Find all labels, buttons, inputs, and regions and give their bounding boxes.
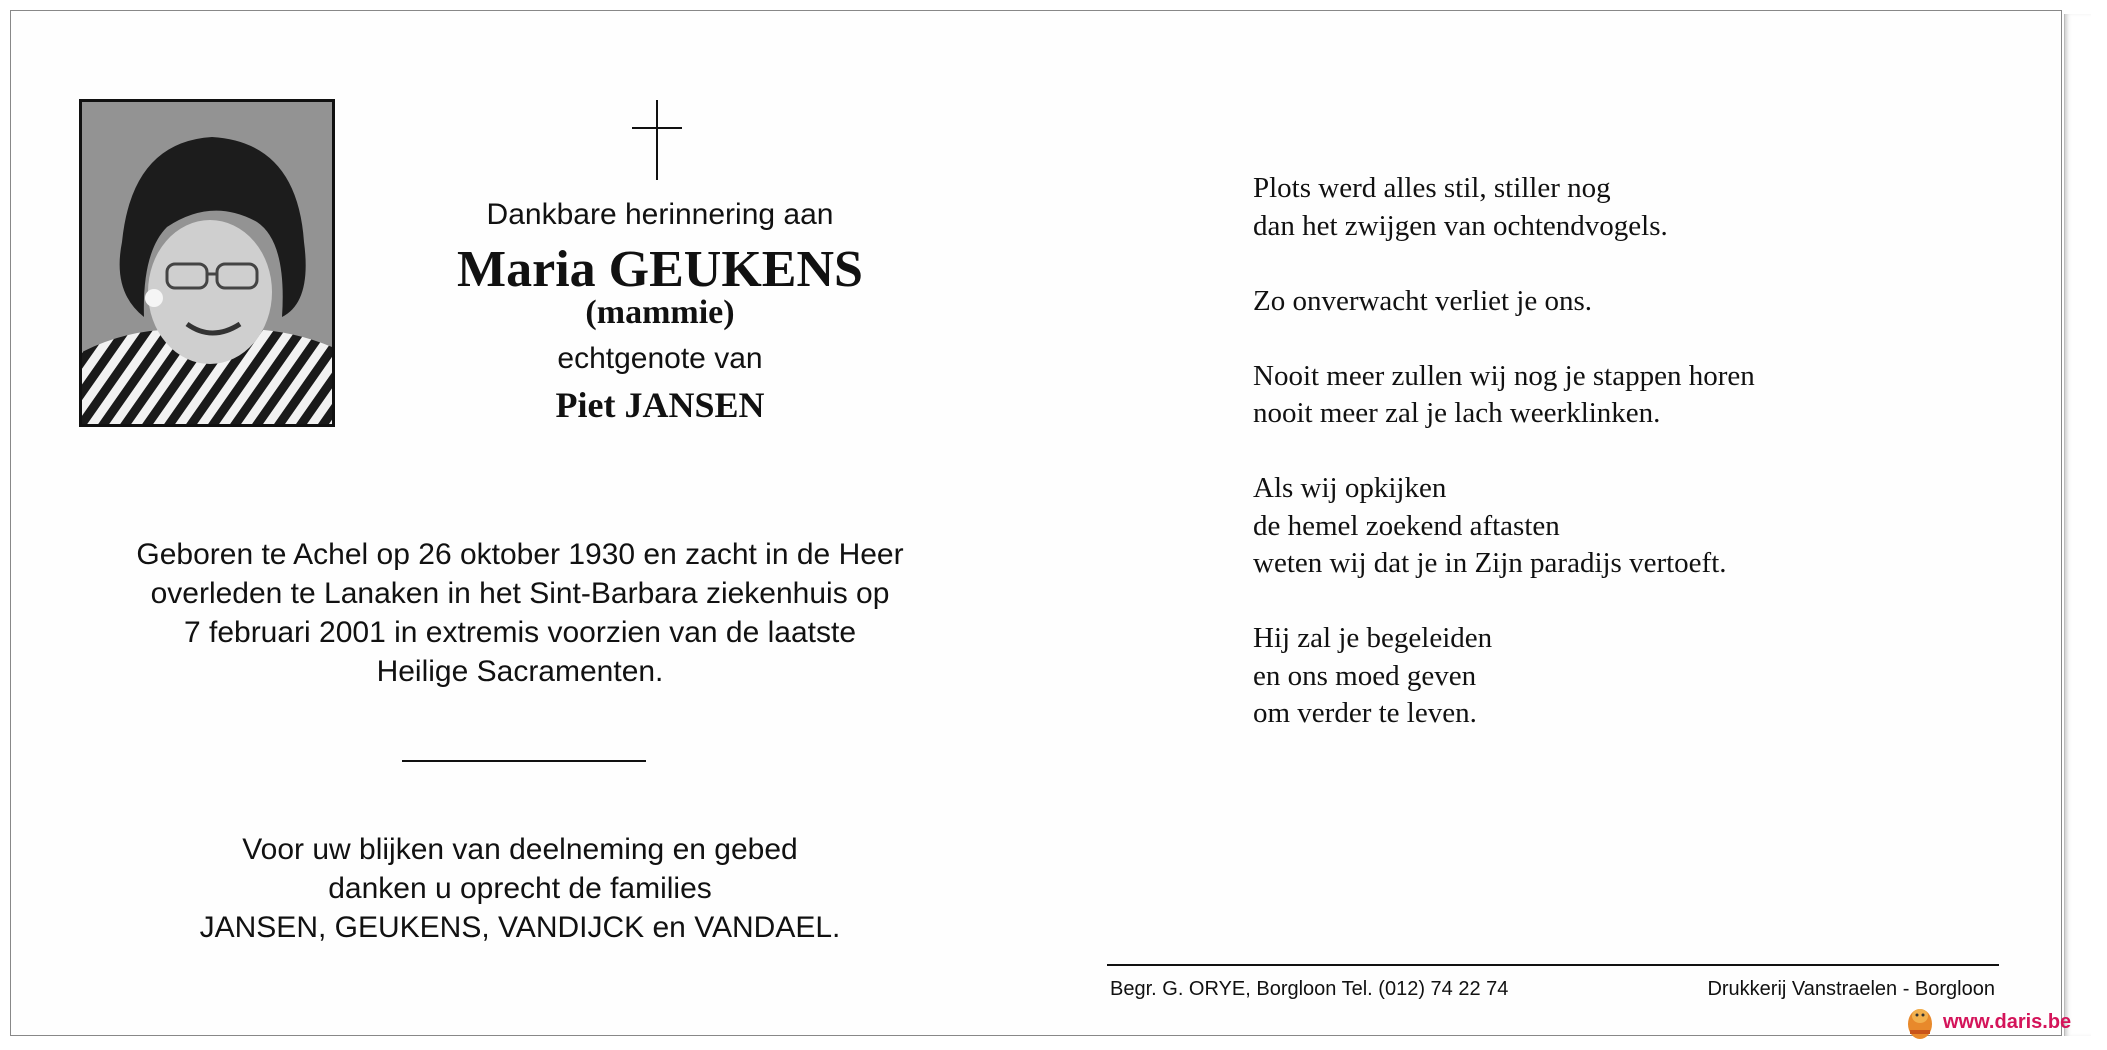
nickname: (mammie) <box>585 294 735 331</box>
poem-stanza <box>1253 170 2003 245</box>
daris-logo-icon <box>1905 1002 1935 1042</box>
thanks-line: Voor uw blijken van deelneming en gebed <box>242 833 798 866</box>
poem-stanza <box>1253 620 2003 733</box>
poem-stanza <box>1253 283 2003 321</box>
deceased-name: Maria GEUKENS <box>457 241 863 298</box>
poem-line: en ons moed geven <box>1253 659 1477 692</box>
printer-credit: Drukkerij Vanstraelen - Borgloon <box>1707 978 1995 1000</box>
poem-line: de hemel zoekend aftasten <box>1253 509 1560 542</box>
thanks-line: JANSEN, GEUKENS, VANDIJCK en VANDAEL. <box>199 911 841 944</box>
undertaker-credit: Begr. G. ORYE, Borgloon Tel. (012) 74 22 74 <box>1110 978 1509 1000</box>
thanks-line: danken u oprecht de families <box>328 872 712 905</box>
bio-line: Heilige Sacramenten. <box>376 655 664 688</box>
watermark[interactable] <box>1905 1002 2071 1042</box>
divider <box>402 760 646 762</box>
bio-line: 7 februari 2001 in extremis voorzien van de laatste <box>183 616 857 649</box>
poem-line: nooit meer zal je lach weerklinken. <box>1253 397 1661 429</box>
poem-line: Zo onverwacht verliet je ons. <box>1253 284 1593 317</box>
thanks-text <box>90 830 950 947</box>
poem-line: dan het zwijgen van ochtendvogels. <box>1253 209 1668 242</box>
poem-line: weten wij dat je in Zijn paradijs vertoeft. <box>1253 547 1727 579</box>
poem-stanza <box>1253 358 2003 433</box>
card-edge <box>2064 14 2091 1036</box>
bio-line: Geboren te Achel op 26 oktober 1930 en zacht in de Heer <box>136 538 904 571</box>
footer-divider <box>1107 964 1999 966</box>
biography <box>90 535 950 691</box>
poem-line: Plots werd alles stil, stiller nog <box>1253 172 1611 204</box>
poem-line: Als wij opkijken <box>1253 472 1447 504</box>
spouse-name: Piet JANSEN <box>555 385 765 425</box>
poem-line: om verder te leven. <box>1253 697 1477 729</box>
intro-text: Dankbare herinnering aan <box>486 198 834 231</box>
spouse-label: echtgenote van <box>557 342 763 375</box>
poem <box>1253 170 2003 770</box>
bio-line: overleden te Lanaken in het Sint-Barbara ziekenhuis op <box>150 577 890 610</box>
poem-line: Nooit meer zullen wij nog je stappen horen <box>1253 359 1755 392</box>
portrait-photo <box>79 99 335 427</box>
latin-cross-icon <box>632 100 682 180</box>
poem-stanza <box>1253 470 2003 583</box>
poem-line: Hij zal je begeleiden <box>1253 622 1493 654</box>
watermark-link[interactable]: www.daris.be <box>1943 1010 2072 1033</box>
